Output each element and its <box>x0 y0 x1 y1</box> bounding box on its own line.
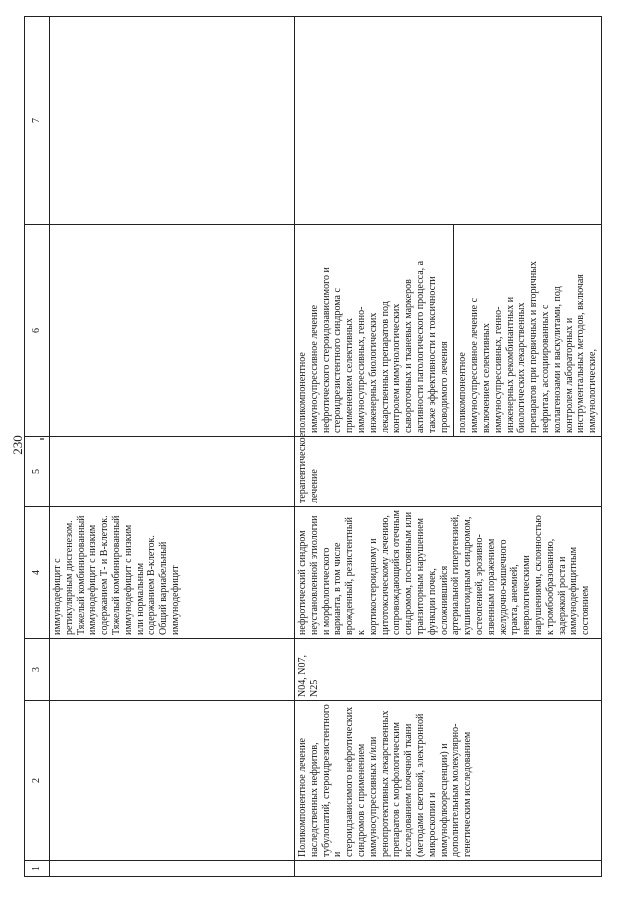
cell-col-2 <box>50 701 295 861</box>
disease-model: нефротический синдром неустановленной этиологии и морфологического варианта, в том числе врожденный, резистентный к кортикостероидному и цитотоксическому лечению, сопровождающийся отечным синдромом, постоянным или транзиторным нарушением функции почек, осложнившийся артериальной гипертензией, кушингоидным синдромом, остеопенией, эрозивно- язвенным поражением желудочно-кишечного тракта, анемией, неврологическими нарушениями, склонностью к тромбообразованию, задержкой роста и иммунодефицитным состоянием <box>297 510 592 635</box>
cell-col-5 <box>295 432 602 507</box>
cell-col-2 <box>295 701 602 861</box>
cell-col-6 <box>50 225 295 437</box>
immunodeficiency-text: иммунодефицит с ретикулярным дисгенезом. Тяжелый комбинированный иммунодефицит с низким содержанием Т- и В-клеток. Тяжелый комбинированный иммунодефицит с низким или нормальным содержанием В-клеток. Общий вариабельный иммунодефицит <box>52 515 181 635</box>
cell-col-3 <box>50 639 295 701</box>
header-col-5: 5 <box>25 437 50 507</box>
treatment-method-1: поликомпонентное иммуносупрессивное лечение нефротического стероидозависимого и стероидрезистентного синдрома с применением селективных иммуносупрессивных, генно- инженерных биологических лекарственных препаратов под контролем иммунологических сывороточных и тканевых маркеров активности патологического процесса, а также эффективности и токсичности проводимого лечения <box>297 260 450 433</box>
header-col-6: 6 <box>25 225 50 437</box>
cell-col-4 <box>50 507 295 639</box>
cell-col-5 <box>50 437 295 507</box>
icd-codes: N04, N07, N25 <box>297 655 320 697</box>
table-row <box>295 17 602 877</box>
header-col-2: 2 <box>25 701 50 861</box>
treatment-type: терапевтическое лечение <box>297 432 320 503</box>
header-col-4: 4 <box>25 507 50 639</box>
medical-care-table <box>24 16 602 877</box>
cell-col-1 <box>295 861 602 877</box>
cell-col-1 <box>50 861 295 877</box>
header-col-3: 3 <box>25 639 50 701</box>
header-col-1: 1 <box>25 861 50 877</box>
page-number: 230 <box>10 435 25 455</box>
header-row <box>25 17 50 877</box>
table-row <box>50 17 295 877</box>
cell-col-6 <box>295 225 602 437</box>
cell-col-3 <box>295 639 602 701</box>
cell-col-4 <box>295 507 602 639</box>
cell-col-7 <box>295 17 602 225</box>
treatment-name: Поликомпонентное лечение наследственных нефритов, тубулопатий, стероидрезистентного и стероидзависимого нефротических синдромов с применением иммуносупрессивных и/или ренопротективных лекарственных препаратов с морфологическим исследованием почечной ткани (методами световой, электронной микроскопии и иммунофлюоресценции) и дополнительным молекулярно- генетическим исследованием <box>297 704 474 857</box>
treatment-method-2: поликомпонентное иммуносупрессивное лечение с включением селективных иммуносупрессивных, генно- инженерных рекомбинантных и биологических лекарственных препаратов при первичных и вторичных нефритах, ассоциированных с коллагенозами и васкулитами, под контролем лабораторных и инструментальных методов, включая иммунологические, <box>457 261 599 433</box>
header-col-7: 7 <box>25 17 50 225</box>
cell-divider <box>453 225 454 436</box>
cell-col-7 <box>50 17 295 225</box>
